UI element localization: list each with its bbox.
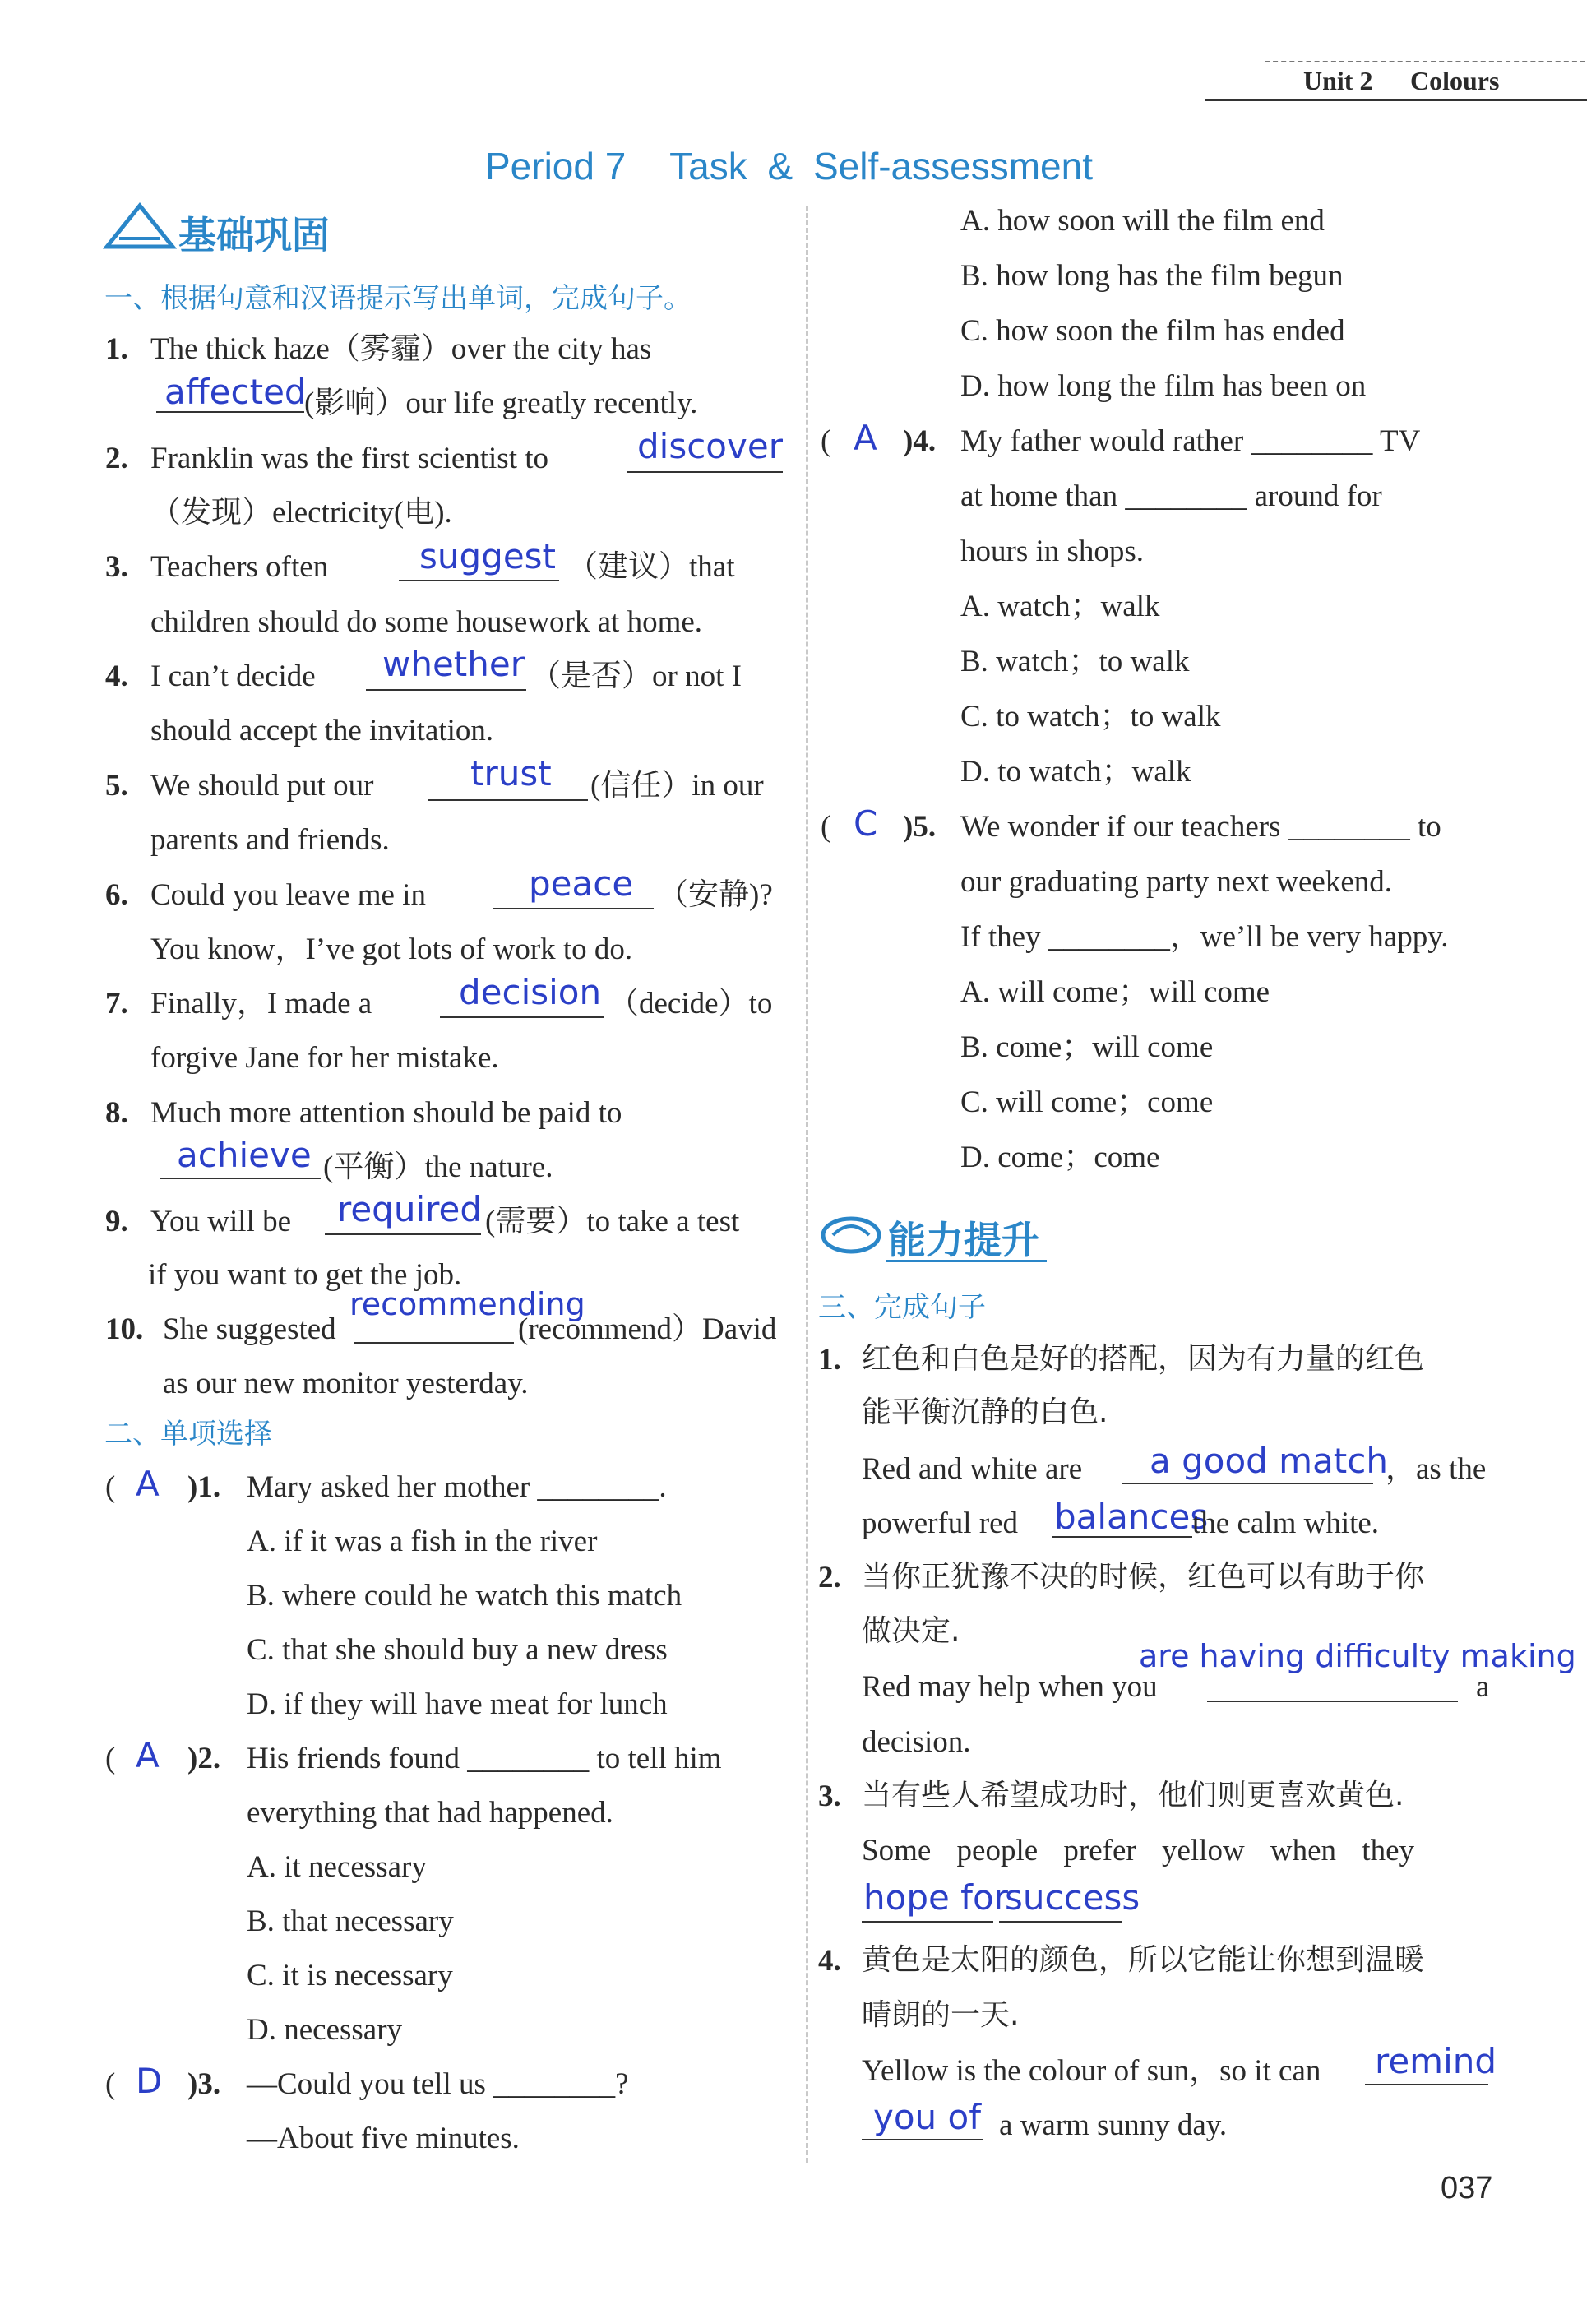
s3-q3-answer2: success (1005, 1877, 1140, 1918)
s1-q5-blank (428, 799, 588, 801)
mc2-num: )2. (187, 1742, 221, 1775)
mc4-stem3: hours in shops. (960, 535, 1145, 568)
s1-q4-text-b: should accept the invitation. (150, 714, 494, 747)
s1-q3-answer: suggest (419, 536, 557, 576)
s3-q4-answer1: remind (1375, 2041, 1497, 2081)
mc1-opt-c: C. that she should buy a new dress (247, 1633, 668, 1667)
mc5-stem: We wonder if our teachers ________ to (960, 810, 1441, 844)
s1-q9-text-a: You will be (150, 1205, 291, 1238)
s1-q8-blank (160, 1178, 321, 1179)
s3-q1-cn2: 能平衡沉静的白色. (862, 1395, 1108, 1429)
mc2-answer: A (136, 1735, 160, 1775)
s1-q10-answer: recommending (349, 1286, 585, 1322)
s3-q4-cn1: 黄色是太阳的颜色，所以它能让你想到温暖 (862, 1943, 1425, 1977)
mc4-opt-b: B. watch；to walk (960, 645, 1190, 678)
mc5-answer: C (854, 803, 878, 844)
s1-q2-num: 2. (105, 442, 128, 475)
mc5-opt-c: C. will come；come (960, 1085, 1214, 1119)
s3-q2-answer: are having difficulty making (1139, 1638, 1576, 1674)
s3-q2-cn2: 做决定. (862, 1614, 960, 1648)
s3-q1-text-a: Red and white are (862, 1452, 1083, 1486)
s3-q2-num: 2. (818, 1561, 841, 1594)
mc2-opt-c: C. it is necessary (247, 1959, 453, 1992)
s3-q4-text-b: a warm sunny day. (999, 2108, 1228, 2142)
s3-q3-answer1: hope for (863, 1877, 1008, 1918)
section1-badge-label: 基础巩固 (178, 213, 330, 257)
mc4-answer: A (854, 418, 877, 458)
s1-q10-text-b: as our new monitor yesterday. (163, 1367, 529, 1400)
mc3-opt-a: A. how soon will the film end (960, 204, 1325, 238)
s1-q3-text-a: Teachers often (150, 550, 329, 584)
s1-q7-text-a: Finally，I made a (150, 987, 372, 1020)
s1-q8-num: 8. (105, 1096, 128, 1130)
s1-q8-text-b: (平衡）the nature. (323, 1150, 553, 1184)
s1-q3-blank (399, 580, 559, 581)
s1-q7-blank (440, 1016, 604, 1018)
mc2-stem2: everything that had happened. (247, 1796, 613, 1830)
mc4-stem: My father would rather ________ TV (960, 424, 1421, 458)
section3-heading: 三、完成句子 (818, 1291, 986, 1324)
s1-q10-text-a: She suggested (163, 1312, 336, 1346)
s3-q4-num: 4. (818, 1944, 841, 1978)
s3-q1-text-b: powerful red (862, 1506, 1019, 1540)
mc5-num: )5. (903, 810, 937, 844)
title-amp: & (767, 145, 793, 187)
mc4-opt-a: A. watch；walk (960, 590, 1160, 623)
s1-q1-blank (156, 411, 304, 413)
s1-q2-blank (627, 471, 783, 473)
s1-q9-answer: required (337, 1189, 482, 1229)
s1-q2-answer: discover (637, 426, 783, 466)
s1-q3-num: 3. (105, 550, 128, 584)
s1-q8-text-a: Much more attention should be paid to (150, 1096, 622, 1130)
mc1-paren: ( (105, 1470, 116, 1504)
section2-heading: 二、单项选择 (104, 1418, 272, 1451)
s3-q3-blank1 (862, 1921, 993, 1923)
mc3-opt-c: C. how soon the film has ended (960, 314, 1345, 348)
s3-q1-text-a2: ，as the (1386, 1452, 1487, 1486)
s3-q2-text-a2: a (1476, 1670, 1490, 1704)
header-rule-dashed (1265, 61, 1585, 62)
s1-q5-num: 5. (105, 769, 128, 803)
mc3-num: )3. (187, 2067, 221, 2101)
s1-q9-blank (325, 1233, 481, 1235)
mc1-stem: Mary asked her mother ________. (247, 1470, 667, 1504)
mc2-opt-b: B. that necessary (247, 1904, 454, 1938)
ruler-icon (103, 201, 177, 251)
s1-q6-text-a2: （安静)? (658, 878, 773, 912)
s1-q6-num: 6. (105, 878, 128, 912)
mc5-stem2: our graduating party next weekend. (960, 865, 1393, 899)
s3-q1-cn1: 红色和白色是好的搭配，因为有力量的红色 (862, 1342, 1425, 1376)
s1-q5-text-a2: (信任）in our (590, 769, 764, 803)
title-task: Task (669, 145, 747, 187)
s3-q1-answer1: a good match (1150, 1441, 1388, 1481)
s1-q1-text-b: (影响）our life greatly recently. (304, 386, 698, 420)
s1-q9-text-b: if you want to get the job. (148, 1258, 462, 1292)
s1-q5-text-a: We should put our (150, 769, 374, 803)
section3-badge-label: 能力提升 (888, 1218, 1039, 1262)
mc4-stem2: at home than ________ around for (960, 479, 1382, 513)
s1-q3-text-b: children should do some housework at home. (150, 605, 703, 639)
s1-q1-num: 1. (105, 332, 128, 366)
mc2-opt-d: D. necessary (247, 2013, 403, 2047)
header-topic: Colours (1410, 66, 1500, 95)
s1-q5-text-b: parents and friends. (150, 823, 390, 857)
mc5-paren: ( (821, 810, 831, 844)
mc2-opt-a: A. it necessary (247, 1850, 427, 1884)
s1-q6-blank (493, 908, 654, 909)
s1-q7-text-a2: （decide）to (608, 987, 773, 1020)
s3-q2-text-b: decision. (862, 1725, 971, 1759)
s1-q5-answer: trust (470, 753, 552, 794)
s3-q4-answer2: you of (873, 2097, 982, 2137)
mc5-opt-d: D. come；come (960, 1141, 1160, 1174)
mc3-opt-d: D. how long the film has been on (960, 369, 1367, 403)
s1-q6-text-a: Could you leave me in (150, 878, 426, 912)
s3-q1-answer2: balances (1054, 1497, 1209, 1537)
s1-q7-num: 7. (105, 987, 128, 1020)
mc2-paren: ( (105, 1742, 116, 1775)
hands-icon (818, 1209, 884, 1258)
s3-q1-num: 1. (818, 1343, 841, 1377)
mc3-paren: ( (105, 2067, 116, 2101)
mc5-stem3: If they ________，we’ll be very happy. (960, 920, 1449, 954)
title-period: Period 7 (485, 145, 627, 187)
mc1-opt-d: D. if they will have meat for lunch (247, 1687, 668, 1721)
s3-q3-blank2 (999, 1921, 1122, 1923)
s3-q3-text-a: Some people prefer yellow when they (862, 1834, 1415, 1867)
s1-q7-text-b: forgive Jane for her mistake. (150, 1041, 499, 1075)
s1-q2-text-b: （发现）electricity(电). (150, 496, 452, 530)
mc5-opt-a: A. will come；will come (960, 975, 1270, 1009)
section1-heading: 一、根据句意和汉语提示写出单词，完成句子。 (104, 282, 692, 315)
s1-q4-num: 4. (105, 659, 128, 693)
header-rule (1205, 99, 1587, 101)
s3-q4-text-a: Yellow is the colour of sun，so it can (862, 2054, 1321, 2088)
s3-q3-cn1: 当有些人希望成功时，他们则更喜欢黄色. (862, 1779, 1404, 1812)
section3-badge-underline (886, 1260, 1047, 1262)
s3-q2-blank (1207, 1701, 1458, 1702)
s3-q1-blank1 (1122, 1483, 1373, 1484)
s1-q1-text-a: The thick haze（雾霾）over the city has (150, 332, 652, 366)
s3-q4-cn2: 晴朗的一天. (862, 1998, 1020, 2032)
s1-q4-blank (366, 689, 526, 691)
mc4-paren: ( (821, 424, 831, 458)
s1-q4-text-a: I can’t decide (150, 659, 316, 693)
s3-q1-blank2 (1052, 1536, 1192, 1538)
s1-q10-num: 10. (105, 1312, 144, 1346)
s1-q4-text-a2: （是否）or not I (530, 659, 742, 693)
mc2-stem: His friends found ________ to tell him (247, 1742, 722, 1775)
s1-q7-answer: decision (459, 972, 602, 1012)
s1-q3-text-a2: （建议）that (567, 550, 735, 584)
s1-q6-text-b: You know，I’ve got lots of work to do. (150, 932, 633, 966)
mc4-opt-c: C. to watch；to walk (960, 700, 1221, 734)
s3-q4-blank1 (1365, 2084, 1488, 2085)
s1-q9-num: 9. (105, 1205, 128, 1238)
page-number: 037 (1441, 2171, 1493, 2205)
mc1-answer: A (136, 1464, 160, 1504)
mc3-stem2: —About five minutes. (247, 2122, 520, 2155)
s3-q2-cn1: 当你正犹豫不决的时候，红色可以有助于你 (862, 1560, 1425, 1594)
mc4-opt-d: D. to watch；walk (960, 755, 1191, 789)
mc3-answer: D (136, 2061, 163, 2101)
s1-q9-text-a2: (需要）to take a test (485, 1205, 740, 1238)
s1-q1-answer: affected (164, 372, 307, 412)
title-self: Self-assessment (812, 145, 1093, 187)
mc3-stem: —Could you tell us ________? (247, 2067, 629, 2101)
s3-q1-text-b2: the calm white. (1192, 1506, 1380, 1540)
s1-q10-text-a2: (recommend）David (518, 1312, 777, 1346)
s3-q2-text-a: Red may help when you (862, 1670, 1158, 1704)
s1-q8-answer: achieve (177, 1135, 312, 1175)
mc1-opt-b: B. where could he watch this match (247, 1579, 682, 1613)
mc1-opt-a: A. if it was a fish in the river (247, 1525, 598, 1558)
s1-q4-answer: whether (382, 644, 525, 684)
header-unit: Unit 2 (1303, 66, 1373, 95)
s1-q10-blank (354, 1342, 514, 1344)
mc3-opt-b: B. how long has the film begun (960, 259, 1344, 293)
page-title (485, 144, 1093, 188)
mc5-opt-b: B. come；will come (960, 1030, 1214, 1064)
column-divider (806, 206, 808, 2163)
mc4-num: )4. (903, 424, 937, 458)
s3-q4-blank2 (862, 2139, 983, 2140)
s3-q3-num: 3. (818, 1779, 841, 1813)
s1-q2-text-a: Franklin was the first scientist to (150, 442, 549, 475)
s1-q6-answer: peace (529, 863, 634, 904)
mc1-num: )1. (187, 1470, 221, 1504)
